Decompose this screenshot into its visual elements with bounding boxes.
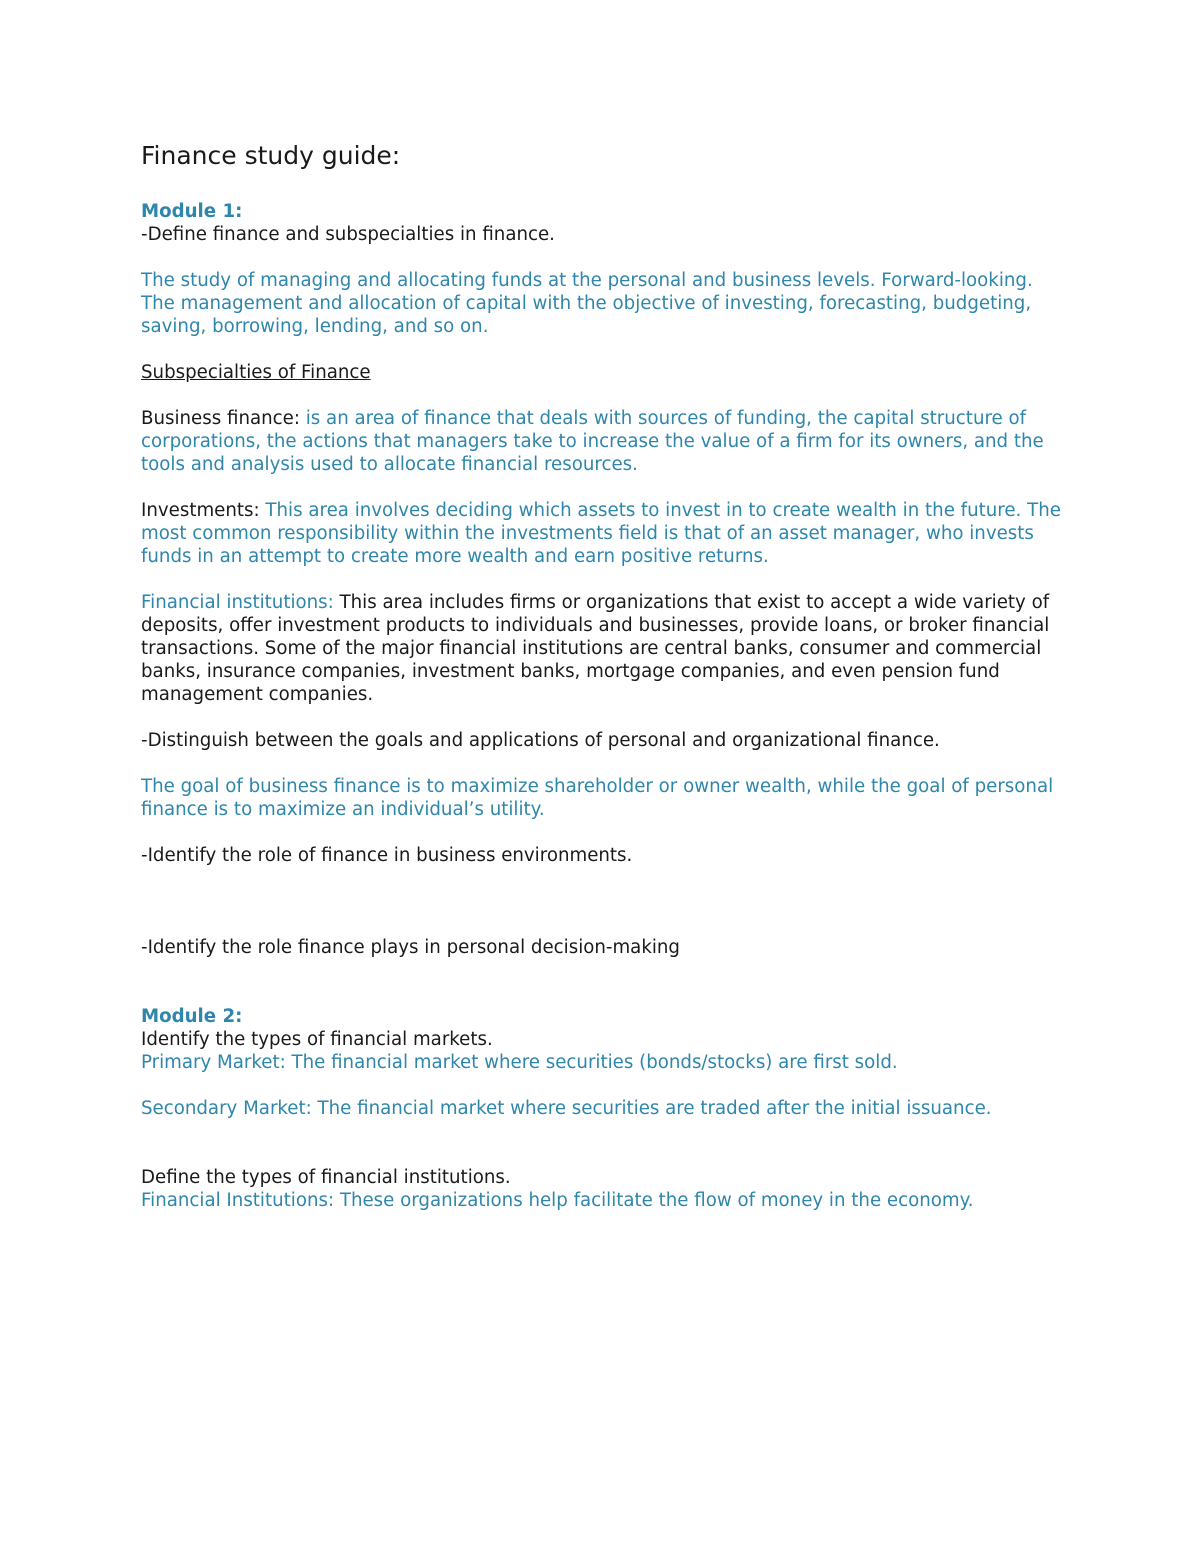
finance-definition: The study of managing and allocating funds at the personal and business levels. Forward-looking. The management and allocation of capital with the objective of investing, forecasting, budgeting, saving, borrowing, lending, and so on.: [141, 270, 1033, 337]
secondary-market-definition: Secondary Market: The financial market where securities are traded after the initial issuance.: [141, 1098, 992, 1119]
subspecialties-heading: Subspecialties of Finance: [141, 362, 371, 383]
financial-institutions-definition: Financial Institutions: These organizations help facilitate the flow of money in the economy.: [141, 1190, 974, 1211]
investments-label: Investments:: [141, 500, 266, 521]
module-1-objective-distinguish: -Distinguish between the goals and applications of personal and organizational finance.: [141, 730, 940, 751]
business-finance-text: is an area of finance that deals with sources of funding, the capital structure of corporations, the actions that managers take to increase the value of a firm for its owners, and the tools and analysis used to allocate financial resources.: [141, 408, 1044, 475]
financial-institutions-paragraph: [141, 591, 1071, 706]
module-2-objective-institutions: Define the types of financial institutions.: [141, 1167, 511, 1188]
module-1-objective-define: -Define finance and subspecialties in finance.: [141, 224, 555, 245]
investments-paragraph: [141, 499, 1071, 568]
module-2-objective-markets: Identify the types of financial markets.: [141, 1029, 493, 1050]
financial-institutions-label: Financial institutions:: [141, 592, 340, 613]
document-page: [141, 140, 1071, 1212]
goal-answer: The goal of business finance is to maximize shareholder or owner wealth, while the goal of personal finance is to maximize an individual’s utility.: [141, 776, 1054, 820]
business-finance-paragraph: [141, 407, 1071, 476]
primary-market-definition: Primary Market: The financial market where securities (bonds/stocks) are first sold.: [141, 1052, 898, 1073]
module-1-objective-business-role: -Identify the role of finance in business environments.: [141, 845, 633, 866]
module-1-objective-personal-role: -Identify the role finance plays in personal decision-making: [141, 937, 680, 958]
business-finance-label: Business finance:: [141, 408, 306, 429]
module-1-heading: Module 1:: [141, 201, 243, 222]
module-2-heading: Module 2:: [141, 1006, 243, 1027]
financial-institutions-text: This area includes firms or organizations that exist to accept a wide variety of deposits, offer investment products to individuals and businesses, provide loans, or broker financial transactions. Some of the major financial institutions are central banks, consumer and commercial banks, insurance companies, investment banks, mortgage companies, and even pension fund management companies.: [141, 592, 1050, 705]
document-title: Finance study guide:: [141, 141, 401, 170]
investments-text: This area involves deciding which assets to invest in to create wealth in the future. The most common responsibility within the investments field is that of an asset manager, who invests funds in an attempt to create more wealth and earn positive returns.: [141, 500, 1061, 567]
